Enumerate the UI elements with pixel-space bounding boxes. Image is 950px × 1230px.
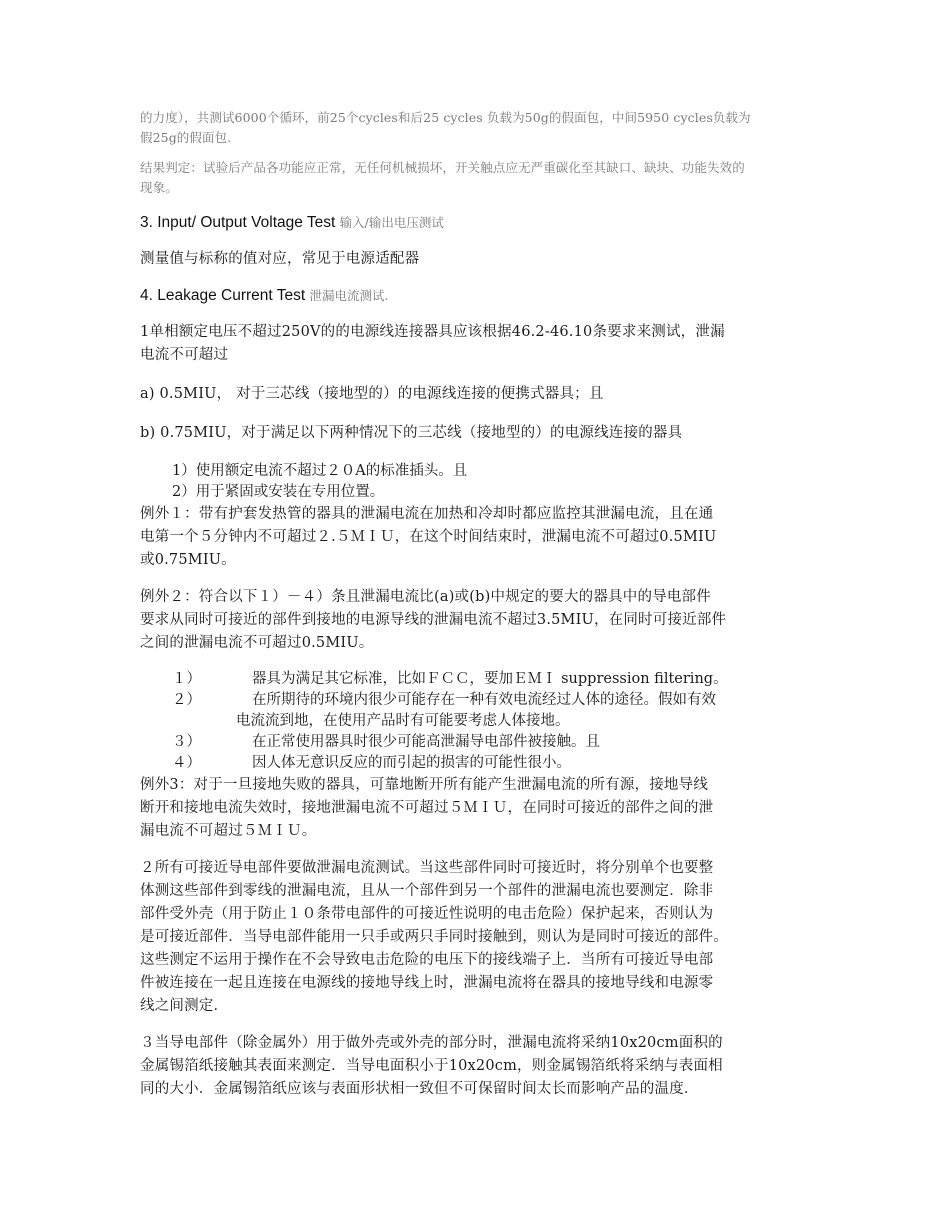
item-b-conditions	[140, 461, 820, 503]
item-a: a) 0.5MIU， 对于三芯线（接地型的）的电源线连接的便携式器具；且	[140, 386, 604, 402]
leakage-paragraph-3: ３当导电部件（除金属外）用于做外壳或外壳的部分时，泄漏电流将采纳10x20cm面积的 金属锡箔纸接触其表面来测定．当导电面积小于10x20cm，则金属锡箔纸将采纳与表面相 同的大小．金属锡箔纸应该与表面形状相一致但不可保留时间太长而影响产品的温度．	[140, 1035, 723, 1097]
leakage-paragraph-2: ２所有可接近导电部件要做泄漏电流测试。当这些部件同时可接近时，将分别单个也要整 体测这些部件到零线的泄漏电流，且从一个部件到另一个部件的泄漏电流也要测定．除非 部件受外壳（用于防止１０条带电部件的可接近性说明的电击危险）保护起来，否则认为 是可接近部件．当导电部件能用一只手或两只手同时接触到，则认为是同时可接近的部件。 这些测定不运用于操作在不会导致电击危险的电压下的接线端子上．当所有可接近导电部 件被连接在一起且连接在电源线的接地导线上时，泄漏电流将在器具的接地导线和电源零 线之间测定．	[140, 860, 728, 1014]
result-paragraph: 结果判定：试验后产品各功能应正常，无任何机械损坏，开关触点应无严重碳化至其缺口、缺块、功能失效的 现象。	[140, 160, 745, 195]
condition-1: 1）使用额定电流不超过２０A的标准插头。且	[172, 463, 468, 479]
exception-condition-2: ２） 在所期待的环境内很少可能存在一种有效电流经过人体的途径。假如有效 电流流到地，在使用产品时有可能要考虑人体接地。	[172, 692, 716, 729]
exception-condition-3: ３） 在正常使用器具时很少可能高泄漏导电部件被接触。且	[172, 734, 600, 750]
exception-2: 例外２：符合以下１）－４）条且泄漏电流比(a)或(b)中规定的要大的器具中的导电部件 要求从同时可接近的部件到接地的电源导线的泄漏电流不超过3.5MIU，在同时可接近部件 之间的泄漏电流不可超过0.5MIU。	[140, 589, 727, 651]
condition-2: 2）用于紧固或安装在专用位置。	[172, 484, 385, 500]
leakage-paragraph-1: 1单相额定电压不超过250V的的电源线连接器具应该根据46.2-46.10条要求来测试，泄漏 电流不可超过	[140, 324, 725, 363]
item-b: b) 0.75MIU，对于满足以下两种情况下的三芯线（接地型的）的电源线连接的器具	[140, 425, 683, 441]
exception-condition-1: １） 器具为满足其它标准，比如ＦＣＣ，要加ＥＭＩ suppression filtering。	[172, 671, 728, 687]
exception-3: 例外3：对于一旦接地失败的器具，可靠地断开所有能产生泄漏电流的所有源，接地导线 断开和接地电流失效时，接地泄漏电流不可超过５ＭＩＵ，在同时可接近的部件之间的泄 漏电流不可超过５ＭＩＵ。	[140, 777, 714, 839]
document-page	[140, 108, 820, 1101]
exception-2-conditions	[140, 669, 820, 774]
exception-1: 例外１：带有护套发热管的器具的泄漏电流在加热和冷却时都应监控其泄漏电流，且在通 电第一个５分钟内不可超过２.５ＭＩＵ，在这个时间结束时，泄漏电流不可超过0.5MIU 或0.75MIU。	[140, 506, 717, 568]
heading-input-output-voltage: 3. Input/ Output Voltage Test 输入/输出电压测试	[140, 214, 444, 231]
exception-condition-4: ４） 因人体无意识反应的而引起的损害的可能性很小。	[172, 755, 571, 771]
voltage-test-text: 测量值与标称的值对应，常见于电源适配器	[140, 251, 420, 267]
intro-paragraph: 的力度），共测试6000个循环，前25个cycles和后25 cycles 负载为50g的假面包，中间5950 cycles负载为 假25g的假面包.	[140, 110, 751, 145]
heading-leakage-current: 4. Leakage Current Test 泄漏电流测试.	[140, 287, 389, 304]
